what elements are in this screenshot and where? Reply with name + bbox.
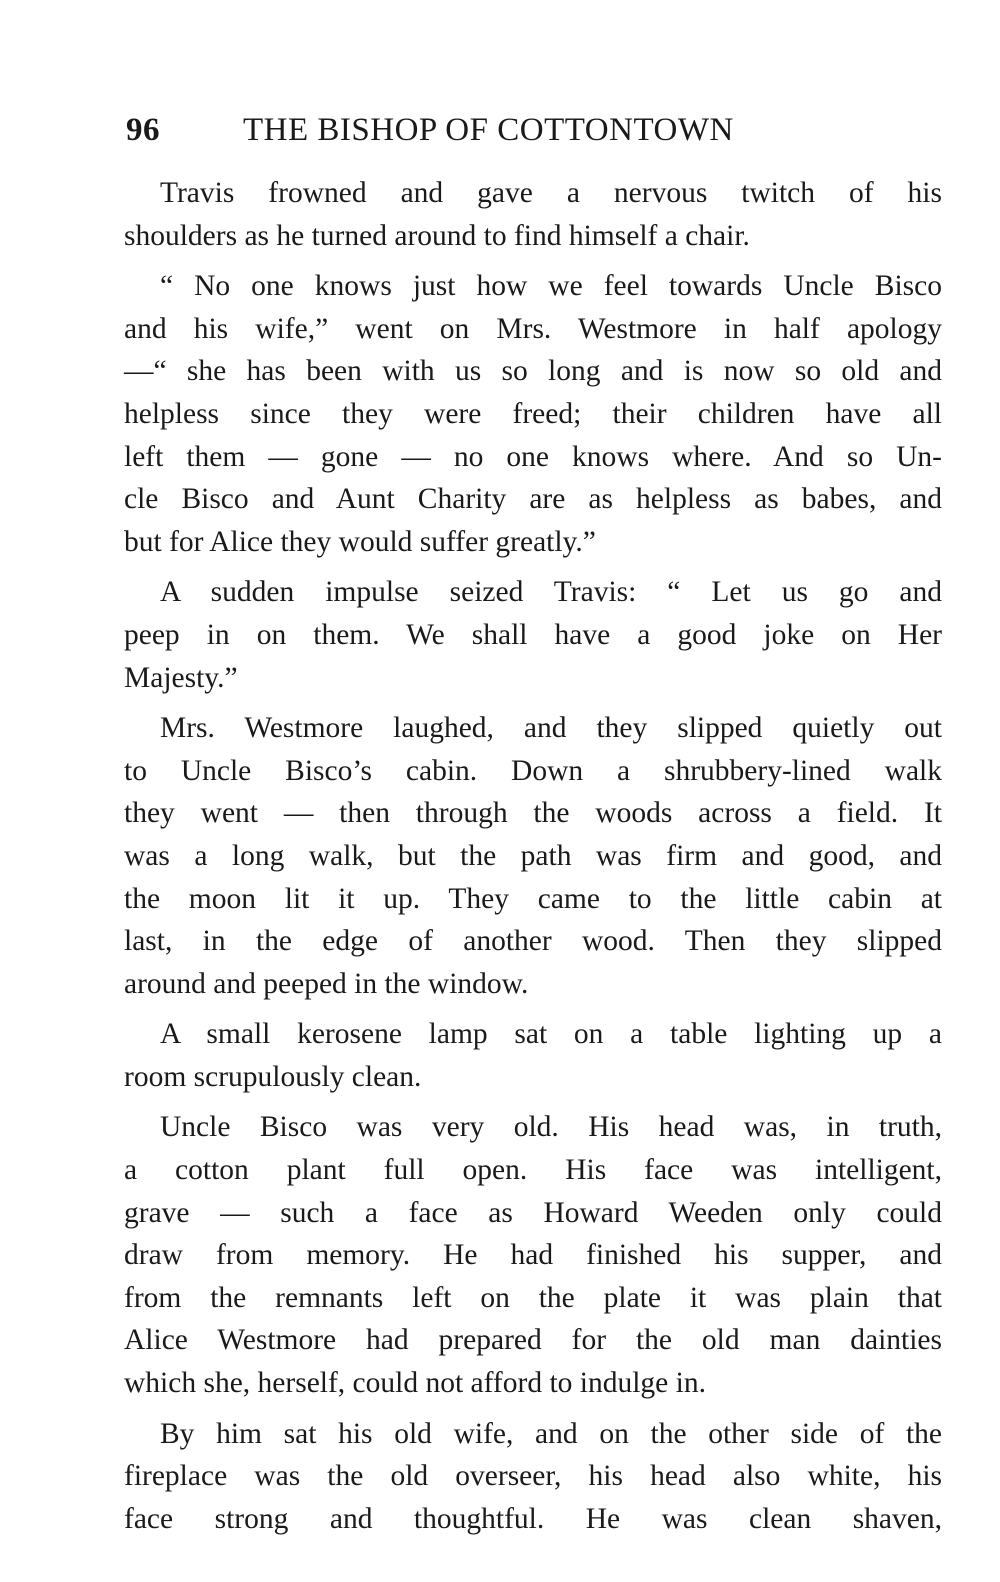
text-line: shoulders as he turned around to find himself a chair.	[124, 219, 750, 252]
text-line: but for Alice they would suffer greatly.”	[124, 525, 596, 558]
text-line: they went — then through the woods across a field. It	[124, 797, 942, 830]
text-line: peep in on them. We shall have a good joke on Her	[124, 618, 942, 651]
paragraph	[124, 1413, 942, 1541]
paragraph	[124, 172, 942, 257]
body-text	[124, 172, 942, 1548]
text-line: a cotton plant full open. His face was intelligent,	[124, 1154, 942, 1187]
text-line: last, in the edge of another wood. Then they slipped	[124, 925, 942, 958]
running-title: THE BISHOP OF COTTONTOWN	[243, 112, 734, 148]
text-line: Travis frowned and gave a nervous twitch of his	[160, 177, 942, 209]
paragraph	[124, 265, 942, 563]
paragraph	[124, 1106, 942, 1404]
text-line: Uncle Bisco was very old. His head was, in truth,	[160, 1111, 942, 1144]
text-line: By him sat his old wife, and on the other side of the	[160, 1417, 942, 1450]
text-line: cle Bisco and Aunt Charity are as helpless as babes, and	[124, 483, 942, 516]
text-line: Alice Westmore had prepared for the old man dainties	[124, 1324, 942, 1357]
text-line: face strong and thoughtful. He was clean shaven,	[124, 1502, 942, 1535]
text-line: from the remnants left on the plate it was plain that	[124, 1281, 942, 1314]
text-line: A sudden impulse seized Travis: “ Let us go and	[160, 576, 942, 609]
running-head	[126, 112, 846, 156]
paragraph	[124, 571, 942, 699]
text-line: was a long walk, but the path was firm and good, and	[124, 839, 942, 872]
text-line: fireplace was the old overseer, his head also white, his	[124, 1460, 942, 1493]
text-line: helpless since they were freed; their children have all	[124, 397, 942, 430]
page-number: 96	[126, 112, 160, 148]
text-line: grave — such a face as Howard Weeden only could	[124, 1196, 942, 1229]
text-line: and his wife,” went on Mrs. Westmore in half apology	[124, 312, 942, 345]
text-line: to Uncle Bisco’s cabin. Down a shrubbery-lined walk	[124, 754, 942, 787]
text-line: Mrs. Westmore laughed, and they slipped quietly out	[160, 712, 942, 745]
text-line: which she, herself, could not afford to indulge in.	[124, 1367, 706, 1400]
text-line: room scrupulously clean.	[124, 1060, 422, 1093]
text-line: the moon lit it up. They came to the little cabin at	[124, 882, 942, 915]
paragraph	[124, 707, 942, 1005]
text-line: A small kerosene lamp sat on a table lighting up a	[160, 1018, 942, 1051]
text-line: —“ she has been with us so long and is now so old and	[124, 355, 942, 388]
text-line: Majesty.”	[124, 661, 238, 694]
text-line: around and peeped in the window.	[124, 967, 529, 1000]
text-line: left them — gone — no one knows where. And so Un-	[124, 440, 942, 473]
text-line: “ No one knows just how we feel towards Uncle Bisco	[160, 270, 942, 303]
text-line: draw from memory. He had finished his supper, and	[124, 1239, 942, 1272]
paragraph	[124, 1013, 942, 1098]
